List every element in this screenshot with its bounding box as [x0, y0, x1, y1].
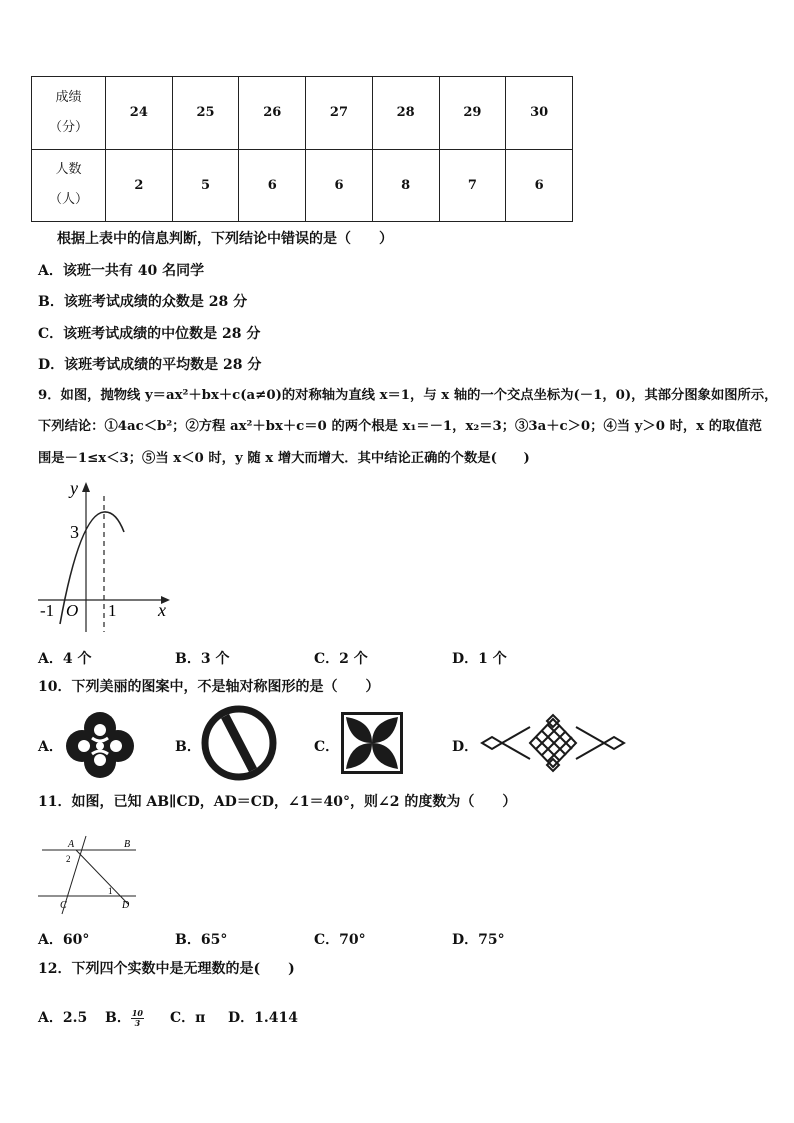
q11-option-c: C．70° — [314, 932, 366, 948]
q10-option-d-label: D． — [452, 739, 479, 755]
q12-option-c: C．π — [170, 1010, 206, 1026]
table-row — [32, 149, 573, 222]
fraction-numerator: 10 — [131, 1007, 143, 1018]
point-c-label: C — [60, 900, 67, 911]
point-d-label: D — [122, 900, 130, 911]
tick-label-3: 3 — [70, 522, 79, 542]
q11-option-b: B．65° — [175, 932, 228, 948]
x-axis-label: x — [158, 600, 166, 620]
header-unit: （人） — [48, 192, 88, 208]
table-cell: 28 — [372, 77, 439, 150]
q11-option-a: A．60° — [38, 932, 90, 948]
table-cell: 6 — [506, 149, 573, 222]
q8-option-b: B．该班考试成绩的众数是 28 分 — [38, 294, 248, 310]
q9-stem-line3: 围是－1≤x＜3；⑤当 x＜0 时，y 随 x 增大而增大．其中结论正确的个数是( ) — [38, 451, 530, 466]
table-cell: 26 — [239, 77, 306, 150]
table-cell: 7 — [439, 149, 506, 222]
score-table — [31, 76, 573, 222]
table-cell: 25 — [172, 77, 239, 150]
parabola-graph — [30, 474, 180, 636]
header-unit: （分） — [48, 119, 88, 135]
table-header-cell — [32, 149, 106, 222]
endless-knot-pattern — [480, 713, 626, 773]
q11-stem: 11．如图，已知 AB∥CD，AD＝CD，∠1＝40°，则∠2 的度数为（ ） — [38, 794, 517, 810]
q8-option-a: A．该班一共有 40 名同学 — [38, 263, 205, 279]
q10-option-c-label: C． — [314, 739, 340, 755]
origin-label: O — [66, 601, 79, 620]
q9-option-c: C．2 个 — [314, 651, 368, 667]
clover-knot-pattern — [64, 710, 136, 778]
table-cell: 5 — [172, 149, 239, 222]
q12-option-b — [105, 1007, 144, 1028]
q9-option-b: B．3 个 — [175, 651, 230, 667]
tick-label-1: 1 — [108, 601, 117, 620]
q12-option-d: D．1.414 — [228, 1010, 298, 1026]
q9-option-d: D．1 个 — [452, 651, 507, 667]
q10-option-b-label: B． — [175, 739, 201, 755]
table-cell: 27 — [306, 77, 373, 150]
table-cell: 2 — [106, 149, 173, 222]
q8-option-d: D．该班考试成绩的平均数是 28 分 — [38, 357, 262, 373]
header-text: 成绩 — [55, 89, 82, 105]
q8-stem: 根据上表中的信息判断，下列结论中错误的是（ ） — [57, 231, 393, 247]
table-cell: 30 — [506, 77, 573, 150]
q9-stem-line2: 下列结论：①4ac＜b²；②方程 ax²＋bx＋c＝0 的两个根是 x₁＝－1，x₂＝3；③3a＋c＞0；④当 y＞0 时，x 的取值范 — [38, 419, 762, 434]
fraction — [131, 1009, 144, 1028]
table-row — [32, 77, 573, 150]
square-flower-pattern — [340, 711, 404, 775]
parallel-lines-figure — [36, 834, 142, 916]
point-a-label: A — [68, 839, 75, 850]
q8-option-c: C．该班考试成绩的中位数是 28 分 — [38, 326, 261, 342]
q12-option-b-prefix: B． — [105, 1010, 131, 1026]
q11-option-d: D．75° — [452, 932, 505, 948]
table-cell: 8 — [372, 149, 439, 222]
circle-slash-pattern — [200, 704, 278, 782]
angle-2-label: 2 — [66, 854, 71, 864]
q12-option-a: A．2.5 — [38, 1010, 88, 1026]
q10-stem: 10．下列美丽的图案中，不是轴对称图形的是（ ） — [38, 679, 380, 695]
table-cell: 29 — [439, 77, 506, 150]
q10-option-a-label: A． — [38, 739, 63, 755]
angle-1-label: 1 — [108, 886, 113, 896]
q9-stem-line1: 9．如图，抛物线 y＝ax²＋bx＋c(a≠0)的对称轴为直线 x＝1，与 x 轴的一个交点坐标为(－1，0)，其部分图象如图所示， — [38, 388, 778, 403]
q12-stem: 12．下列四个实数中是无理数的是( ) — [38, 961, 295, 977]
table-cell: 6 — [306, 149, 373, 222]
table-header-cell — [32, 77, 106, 150]
point-b-label: B — [124, 839, 131, 850]
fraction-denominator: 3 — [134, 1017, 141, 1028]
header-text: 人数 — [55, 162, 82, 178]
tick-label-neg1: -1 — [40, 601, 55, 620]
table-cell: 24 — [106, 77, 173, 150]
q9-option-a: A．4 个 — [38, 651, 92, 667]
y-axis-label: y — [70, 478, 78, 498]
table-cell: 6 — [239, 149, 306, 222]
